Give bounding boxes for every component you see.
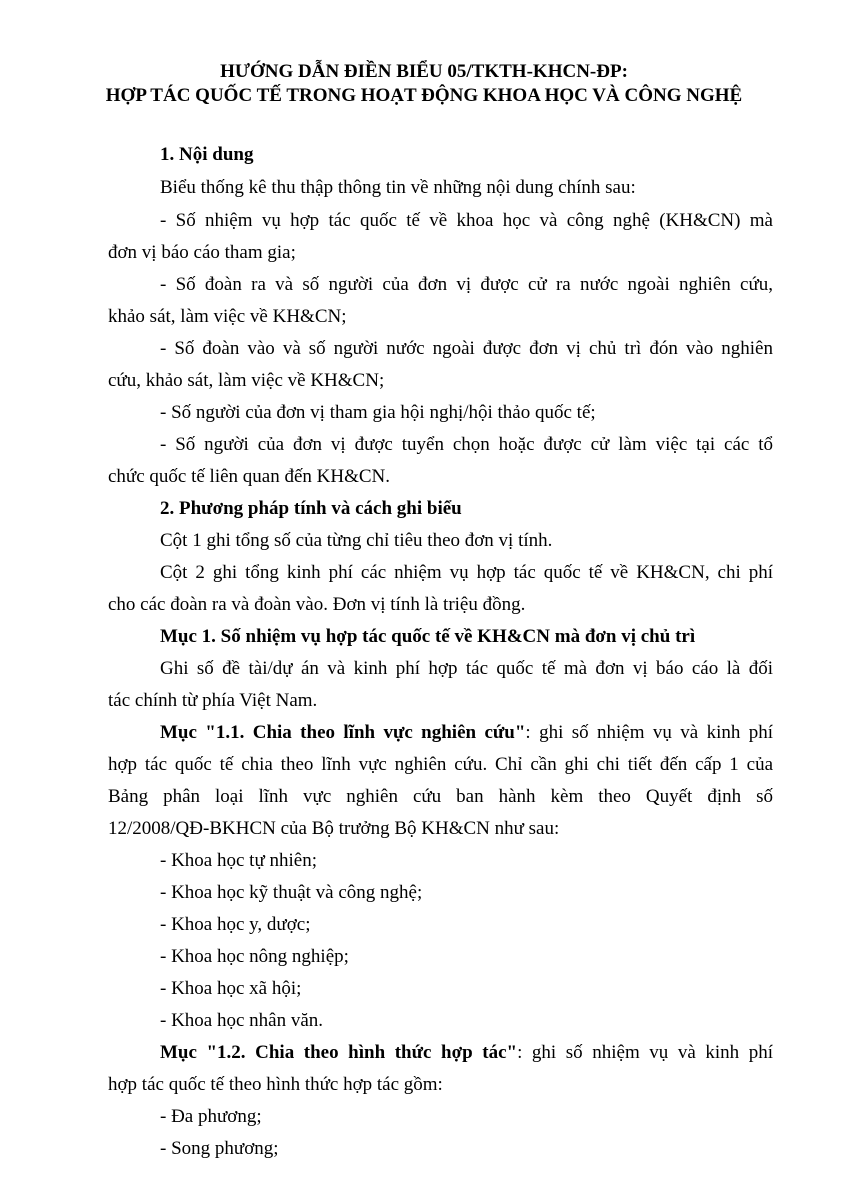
muc-1-2-line-2: hợp tác quốc tế theo hình thức hợp tác gồm: <box>108 1074 443 1095</box>
item-3-line-2: cứu, khảo sát, làm việc về KH&CN; <box>108 370 385 391</box>
item-1-line-1: - Số nhiệm vụ hợp tác quốc tế về khoa học và công nghệ (KH&CN) mà <box>160 210 773 231</box>
muc-1-1-line-4: 12/2008/QĐ-BKHCN của Bộ trưởng Bộ KH&CN như sau: <box>108 818 560 839</box>
column-2-note-line-2: cho các đoàn ra và đoàn vào. Đơn vị tính là triệu đồng. <box>108 594 526 615</box>
section-1-heading: 1. Nội dung <box>160 144 254 165</box>
item-5-line-1: - Số người của đơn vị được tuyển chọn hoặc được cử làm việc tại các tổ <box>160 434 773 455</box>
section-1-intro: Biểu thống kê thu thập thông tin về những nội dung chính sau: <box>160 177 636 198</box>
item-2-line-2: khảo sát, làm việc về KH&CN; <box>108 306 347 327</box>
form-bilateral: - Song phương; <box>160 1138 279 1159</box>
muc-1-1-label: Mục "1.1. Chia theo lĩnh vực nghiên cứu" <box>160 722 526 743</box>
muc-1-1-line-2: hợp tác quốc tế chia theo lĩnh vực nghiên cứu. Chỉ cần ghi chi tiết đến cấp 1 của <box>108 754 773 775</box>
document-title-line-1: HƯỚNG DẪN ĐIỀN BIỂU 05/TKTH-KHCN-ĐP: <box>220 61 628 82</box>
item-2-line-1: - Số đoàn ra và số người của đơn vị được cử ra nước ngoài nghiên cứu, <box>160 274 773 295</box>
column-2-note-line-1: Cột 2 ghi tổng kinh phí các nhiệm vụ hợp tác quốc tế về KH&CN, chi phí <box>160 562 773 583</box>
document-title-line-2: HỢP TÁC QUỐC TẾ TRONG HOẠT ĐỘNG KHOA HỌC VÀ CÔNG NGHỆ <box>105 85 743 106</box>
muc-1-1-rest: : ghi số nhiệm vụ và kinh phí <box>525 722 773 743</box>
item-5-line-2: chức quốc tế liên quan đến KH&CN. <box>108 466 391 487</box>
muc-1-2-line-1 <box>160 1040 773 1066</box>
muc-1-1-line-1 <box>160 720 773 746</box>
column-1-note: Cột 1 ghi tổng số của từng chỉ tiêu theo đơn vị tính. <box>160 530 553 551</box>
muc-1-heading: Mục 1. Số nhiệm vụ hợp tác quốc tế về KH&CN mà đơn vị chủ trì <box>160 626 696 647</box>
form-multilateral: - Đa phương; <box>160 1106 262 1127</box>
field-engineering-technology: - Khoa học kỹ thuật và công nghệ; <box>160 882 423 903</box>
muc-1-1-line-3: Bảng phân loại lĩnh vực nghiên cứu ban hành kèm theo Quyết định số <box>108 786 773 807</box>
item-1-line-2: đơn vị báo cáo tham gia; <box>108 242 296 263</box>
item-3-line-1: - Số đoàn vào và số người nước ngoài được đơn vị chủ trì đón vào nghiên <box>160 338 773 359</box>
item-4: - Số người của đơn vị tham gia hội nghị/hội thảo quốc tế; <box>160 402 596 423</box>
field-agriculture: - Khoa học nông nghiệp; <box>160 946 349 967</box>
field-social-sciences: - Khoa học xã hội; <box>160 978 302 999</box>
field-medicine-pharmacy: - Khoa học y, dược; <box>160 914 311 935</box>
muc-1-2-label: Mục "1.2. Chia theo hình thức hợp tác" <box>160 1042 518 1063</box>
muc-1-2-rest: : ghi số nhiệm vụ và kinh phí <box>517 1042 773 1063</box>
section-2-heading: 2. Phương pháp tính và cách ghi biểu <box>160 498 462 519</box>
field-natural-sciences: - Khoa học tự nhiên; <box>160 850 317 871</box>
field-humanities: - Khoa học nhân văn. <box>160 1010 324 1031</box>
muc-1-line-1: Ghi số đề tài/dự án và kinh phí hợp tác quốc tế mà đơn vị báo cáo là đối <box>160 658 773 679</box>
muc-1-line-2: tác chính từ phía Việt Nam. <box>108 690 318 711</box>
